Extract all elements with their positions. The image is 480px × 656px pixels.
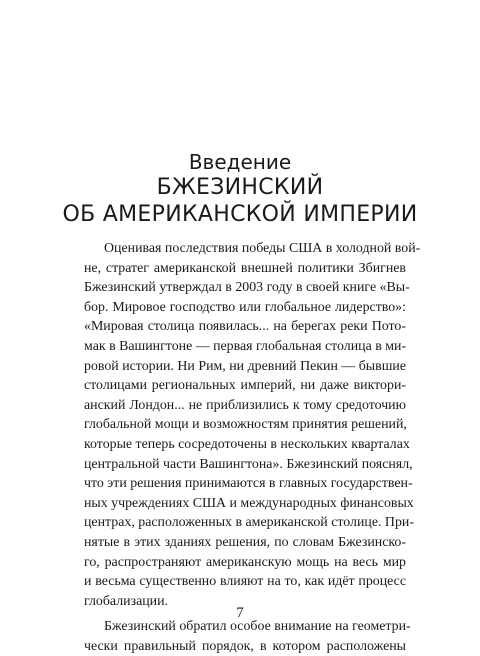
chapter-title-line-1: БЖЕЗИНСКИЙ	[156, 175, 324, 200]
chapter-label: Введение	[188, 150, 292, 174]
text-line: и весьма существенно влияют на то, как идёт процесс	[84, 574, 406, 590]
paragraph	[84, 239, 421, 611]
text-line: Бжезинский обратил особое внимание на геометри-	[104, 619, 411, 635]
text-line: центрах, расположенных в американской столице. При-	[84, 515, 414, 531]
text-line: центральной части Вашингтона». Бжезинский пояснял,	[84, 456, 413, 472]
text-line: анский Лондон... не приблизились к тому средоточию	[84, 397, 406, 413]
text-line: глобализации.	[84, 593, 169, 609]
text-line: что эти решения принимаются в главных государствен-	[84, 476, 413, 492]
text-line: столицами региональных империй, ни даже виктори-	[84, 378, 406, 394]
text-line: которые теперь сосредоточены в нескольких кварталах	[84, 436, 410, 452]
text-line: «Мировая столица появилась... на берегах реки Пото-	[84, 319, 406, 335]
text-line: мак в Вашингтоне — первая глобальная столица в ми-	[84, 338, 407, 354]
paragraph	[84, 617, 411, 656]
text-line: не, стратег американской внешней политики Збигнев	[84, 260, 406, 276]
text-line: нятые в этих зданиях решения, по словам Бжезинско-	[84, 534, 406, 550]
text-line: Оценивая последствия победы США в холодной вой-	[104, 241, 421, 256]
text-line: глобальной мощи и возможностям принятия решений,	[84, 417, 407, 433]
text-line: го, распространяют американскую мощь на весь мир	[84, 554, 406, 570]
text-line: Бжезинский утверждал в 2003 году в своей книге «Вы-	[84, 280, 410, 296]
chapter-heading	[0, 150, 480, 228]
chapter-title-line-2: ОБ АМЕРИКАНСКОЙ ИМПЕРИИ	[62, 202, 418, 227]
text-line: чески правильный порядок, в котором расположены	[84, 638, 406, 654]
text-line: ровой истории. Ни Рим, ни древний Пекин — бывшие	[84, 358, 406, 374]
text-line: ных учреждениях США и международных финансовых	[84, 495, 414, 511]
text-line: бор. Мировое господство или глобальное лидерство»:	[84, 299, 406, 315]
body-text	[84, 239, 421, 656]
page-number: 7	[236, 605, 244, 621]
